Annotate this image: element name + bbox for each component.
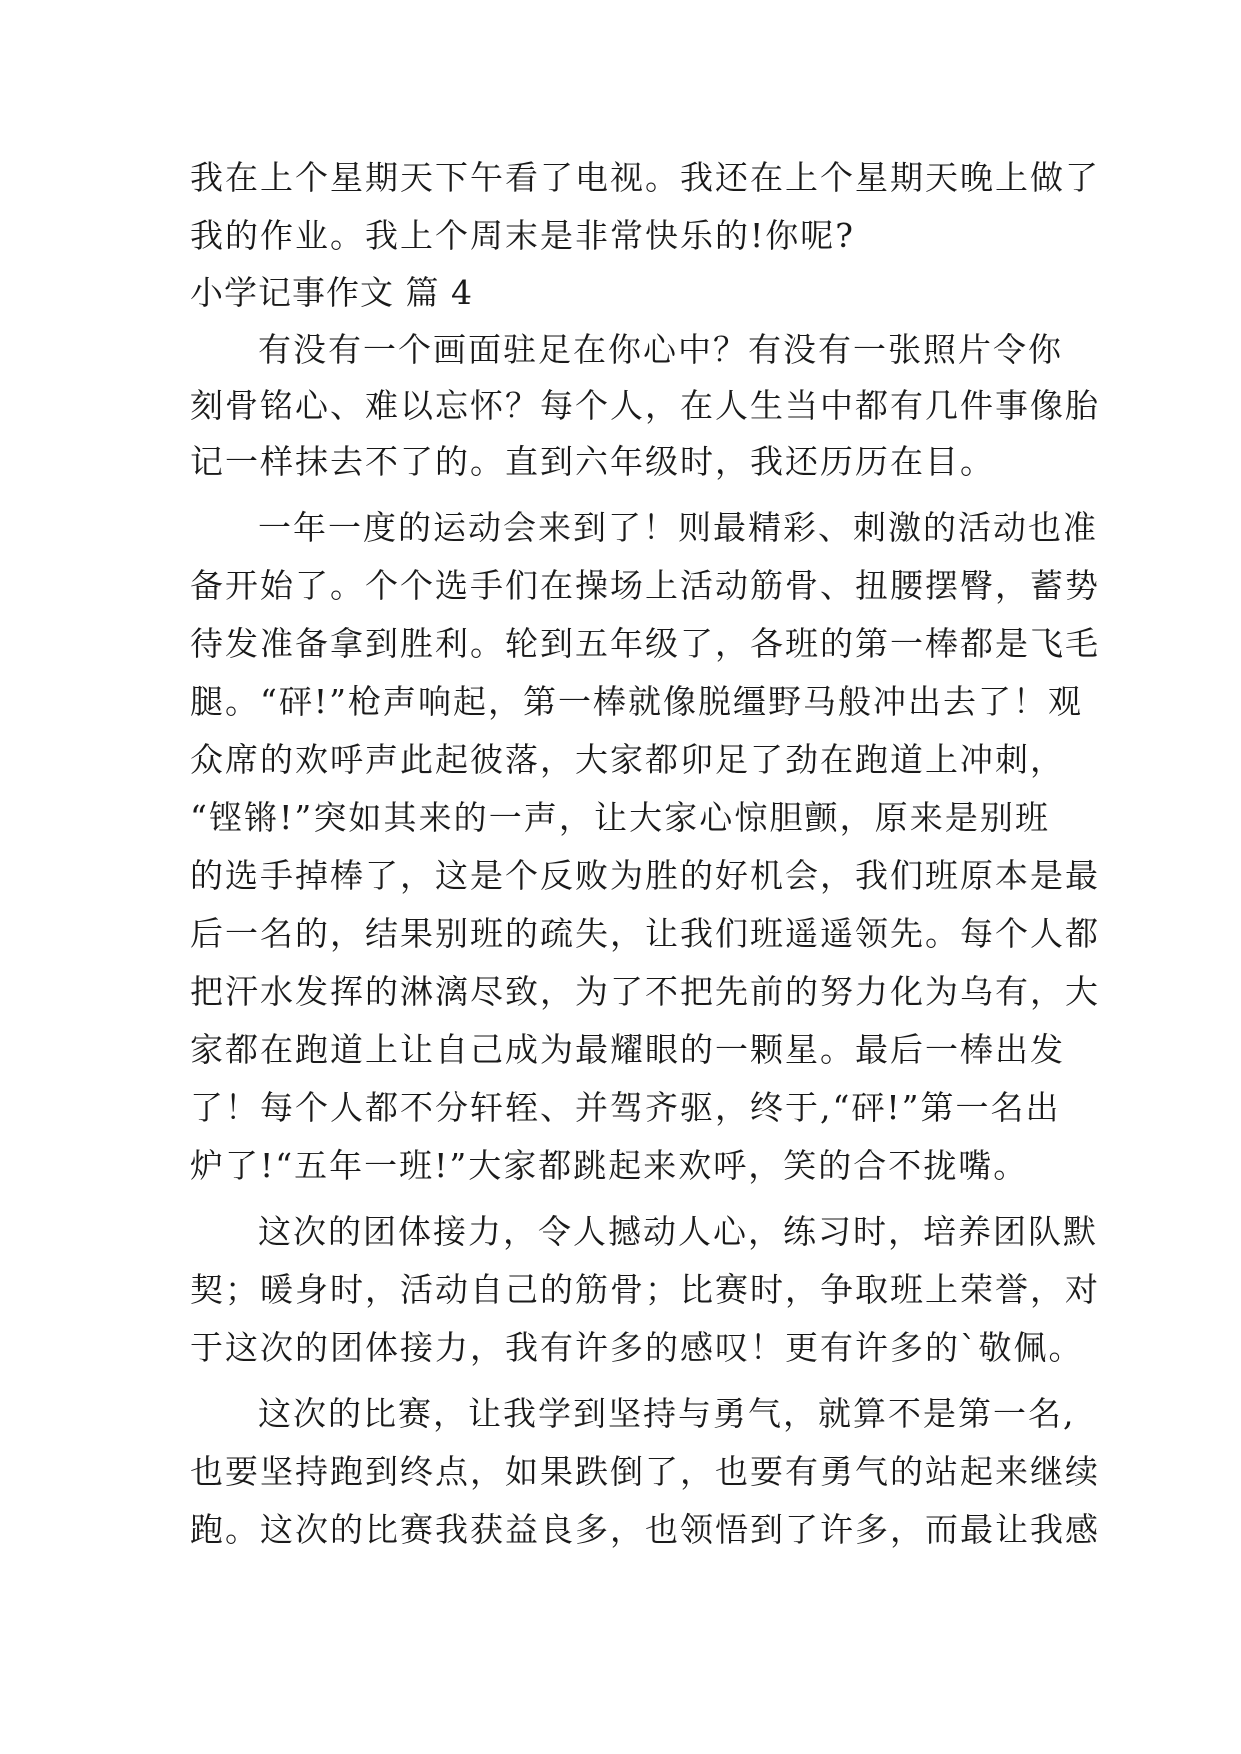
text-line: 把汗水发挥的淋漓尽致，为了不把先前的努力化为乌有，大	[190, 972, 1100, 1011]
text-line: “铿锵!”突如其来的一声，让大家心惊胆颤，原来是别班	[190, 798, 1050, 837]
text-line: 炉了!“五年一班!”大家都跳起来欢呼，笑的合不拢嘴。	[190, 1146, 1029, 1185]
text-line: 一年一度的运动会来到了！则最精彩、刺激的活动也准	[258, 508, 1098, 547]
text-line: 腿。“砰!”枪声响起，第一棒就像脱缰野马般冲出去了！观	[190, 682, 1084, 721]
text-line: 待发准备拿到胜利。轮到五年级了，各班的第一棒都是飞毛	[190, 624, 1100, 663]
text-line: 家都在跑道上让自己成为最耀眼的一颗星。最后一棒出发	[190, 1030, 1065, 1069]
text-line: 我在上个星期天下午看了电视。我还在上个星期天晚上做了	[190, 158, 1100, 197]
text-line: 记一样抹去不了的。直到六年级时，我还历历在目。	[190, 442, 995, 481]
text-line: 契；暖身时，活动自己的筋骨；比赛时，争取班上荣誉，对	[190, 1270, 1100, 1309]
text-line: 也要坚持跑到终点，如果跌倒了，也要有勇气的站起来继续	[190, 1452, 1100, 1491]
text-line: 众席的欢呼声此起彼落，大家都卯足了劲在跑道上冲刺，	[190, 740, 1065, 779]
text-line: 这次的团体接力，令人撼动人心，练习时，培养团队默	[258, 1212, 1098, 1251]
text-line: 刻骨铭心、难以忘怀？每个人，在人生当中都有几件事像胎	[190, 386, 1100, 425]
text-line: 了！每个人都不分轩轾、并驾齐驱，终于,“砰!”第一名出	[190, 1088, 1061, 1127]
text-line: 后一名的，结果别班的疏失，让我们班遥遥领先。每个人都	[190, 914, 1100, 953]
text-line: 备开始了。个个选手们在操场上活动筋骨、扭腰摆臀，蓄势	[190, 566, 1100, 605]
text-line: 于这次的团体接力，我有许多的感叹！更有许多的`敬佩。	[190, 1328, 1084, 1367]
text-line: 这次的比赛，让我学到坚持与勇气，就算不是第一名,	[258, 1394, 1076, 1433]
text-line: 跑。这次的比赛我获益良多，也领悟到了许多，而最让我感	[190, 1510, 1100, 1549]
text-line: 有没有一个画面驻足在你心中？有没有一张照片令你	[258, 330, 1063, 369]
text-line: 的选手掉棒了，这是个反败为胜的好机会，我们班原本是最	[190, 856, 1100, 895]
text-line: 我的作业。我上个周末是非常快乐的!你呢?	[190, 216, 855, 255]
section-heading: 小学记事作文 篇 4	[190, 273, 473, 312]
